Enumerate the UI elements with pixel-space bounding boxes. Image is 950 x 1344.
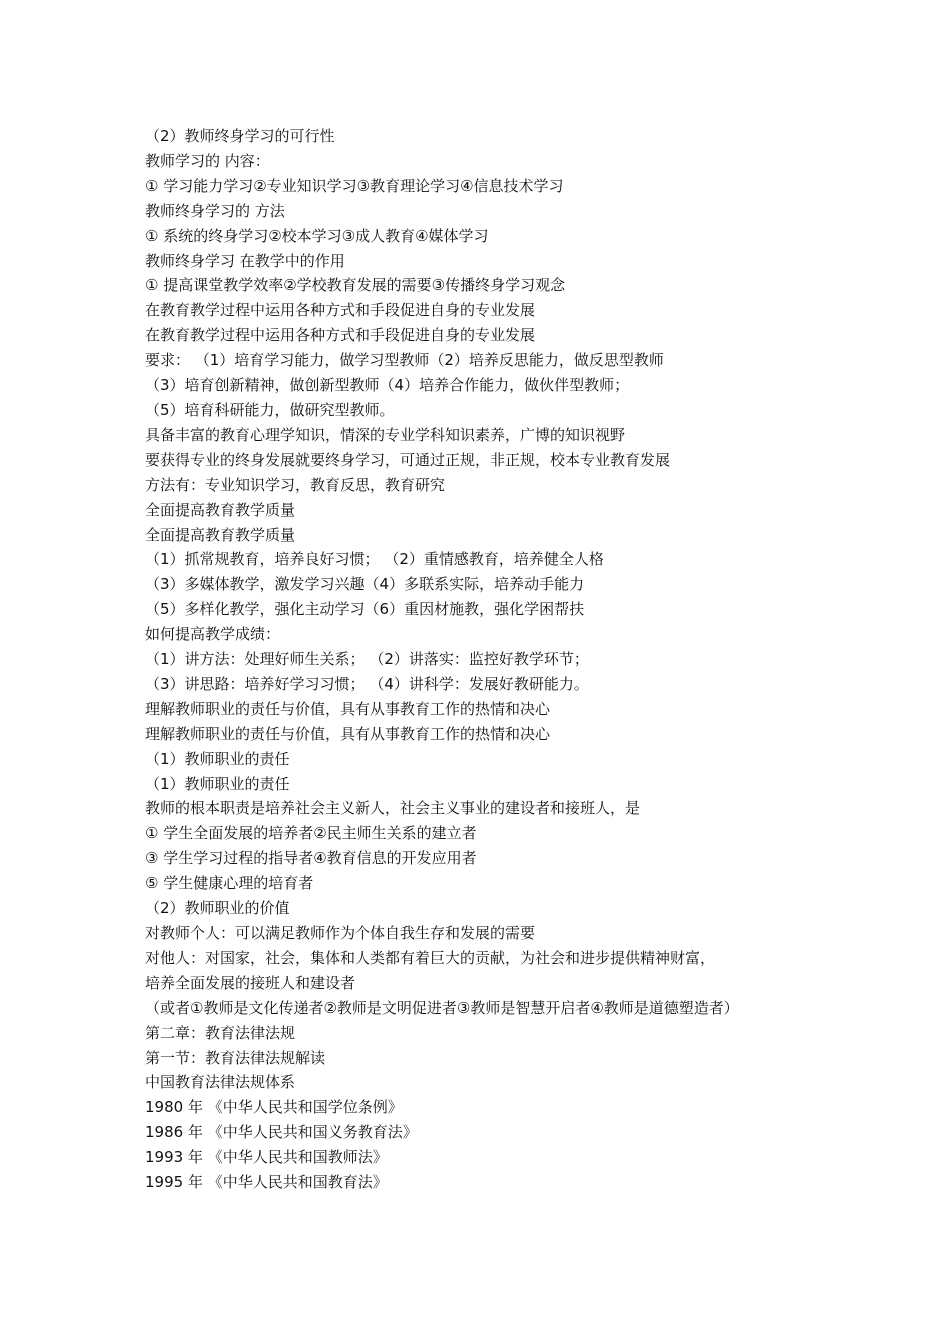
text-line: 教师终身学习的 方法 (145, 201, 285, 220)
text-line: 在教育教学过程中运用各种方式和手段促进自身的专业发展 (145, 326, 536, 345)
text-line: ① 提高课堂教学效率②学校教育发展的需要③传播终身学习观念 (145, 276, 566, 295)
text-line: （1）教师职业的责任 (145, 774, 290, 793)
text-line: 教师的根本职责是培养社会主义新人，社会主义事业的建设者和接班人，是 (145, 799, 641, 818)
text-line: 要求： （1）培育学习能力，做学习型教师（2）培养反思能力，做反思型教师 (145, 351, 664, 370)
text-line: ③ 学生学习过程的指导者④教育信息的开发应用者 (145, 849, 477, 868)
text-line: ⑤ 学生健康心理的培育者 (145, 874, 314, 893)
text-line: 具备丰富的教育心理学知识，情深的专业学科知识素养，广博的知识视野 (145, 425, 626, 444)
text-line: 在教育教学过程中运用各种方式和手段促进自身的专业发展 (145, 301, 536, 320)
text-line: （1）抓常规教育，培养良好习惯； （2）重情感教育，培养健全人格 (145, 550, 604, 569)
text-line: （1）教师职业的责任 (145, 749, 290, 768)
text-line: 培养全面发展的接班人和建设者 (145, 973, 356, 992)
text-line: ① 学生全面发展的培养者②民主师生关系的建立者 (145, 824, 477, 843)
text-line: 全面提高教育教学质量 (145, 500, 296, 519)
text-line: 中国教育法律法规体系 (145, 1073, 296, 1092)
text-line: （3）多媒体教学，激发学习兴趣（4）多联系实际，培养动手能力 (145, 575, 585, 594)
text-line: 对教师个人：可以满足教师作为个体自我生存和发展的需要 (145, 924, 536, 942)
text-line: 要获得专业的终身发展就要终身学习，可通过正规，非正规，校本专业教育发展 (145, 450, 671, 469)
text-line: （或者①教师是文化传递者②教师是文明促进者③教师是智慧开启者④教师是道德塑造者） (145, 998, 739, 1017)
text-line: （2）教师职业的价值 (145, 899, 290, 918)
section-heading: 第一节：教育法律法规解读 (145, 1048, 326, 1067)
text-line: 如何提高教学成绩： (145, 625, 281, 644)
law-list-item: 1980 年 《中华人民共和国学位条例》 (145, 1098, 403, 1117)
text-line: 对他人：对国家，社会，集体和人类都有着巨大的贡献，为社会和进步提供精神财富， (145, 948, 716, 967)
text-line: （1）讲方法：处理好师生关系； （2）讲落实：监控好教学环节； (145, 650, 589, 669)
text-line: （5）培育科研能力，做研究型教师。 (145, 400, 395, 419)
text-line: （2）教师终身学习的可行性 (145, 127, 335, 145)
text-line: ① 系统的终身学习②校本学习③成人教育④媒体学习 (145, 226, 489, 245)
text-line: 理解教师职业的责任与价值，具有从事教育工作的热情和决心 (145, 724, 551, 743)
chapter-heading: 第二章：教育法律法规 (145, 1023, 296, 1042)
text-line: （3）讲思路：培养好学习习惯； （4）讲科学：发展好教研能力。 (145, 674, 589, 693)
text-line: 教师学习的 内容： (145, 151, 270, 170)
law-list-item: 1995 年 《中华人民共和国教育法》 (145, 1173, 388, 1192)
text-line: 方法有：专业知识学习，教育反思，教育研究 (145, 475, 446, 494)
text-line: ① 学习能力学习②专业知识学习③教育理论学习④信息技术学习 (145, 176, 564, 195)
text-line: 全面提高教育教学质量 (145, 525, 296, 544)
law-list-item: 1993 年 《中华人民共和国教师法》 (145, 1148, 388, 1167)
document-body (145, 124, 815, 1195)
text-line: （5）多样化教学，强化主动学习（6）重因材施教，强化学困帮扶 (145, 600, 585, 619)
text-line: 教师终身学习 在教学中的作用 (145, 251, 345, 270)
law-list-item: 1986 年 《中华人民共和国义务教育法》 (145, 1123, 418, 1142)
text-line: （3）培育创新精神，做创新型教师（4）培养合作能力，做伙伴型教师； (145, 376, 630, 395)
text-line: 理解教师职业的责任与价值，具有从事教育工作的热情和决心 (145, 699, 551, 718)
